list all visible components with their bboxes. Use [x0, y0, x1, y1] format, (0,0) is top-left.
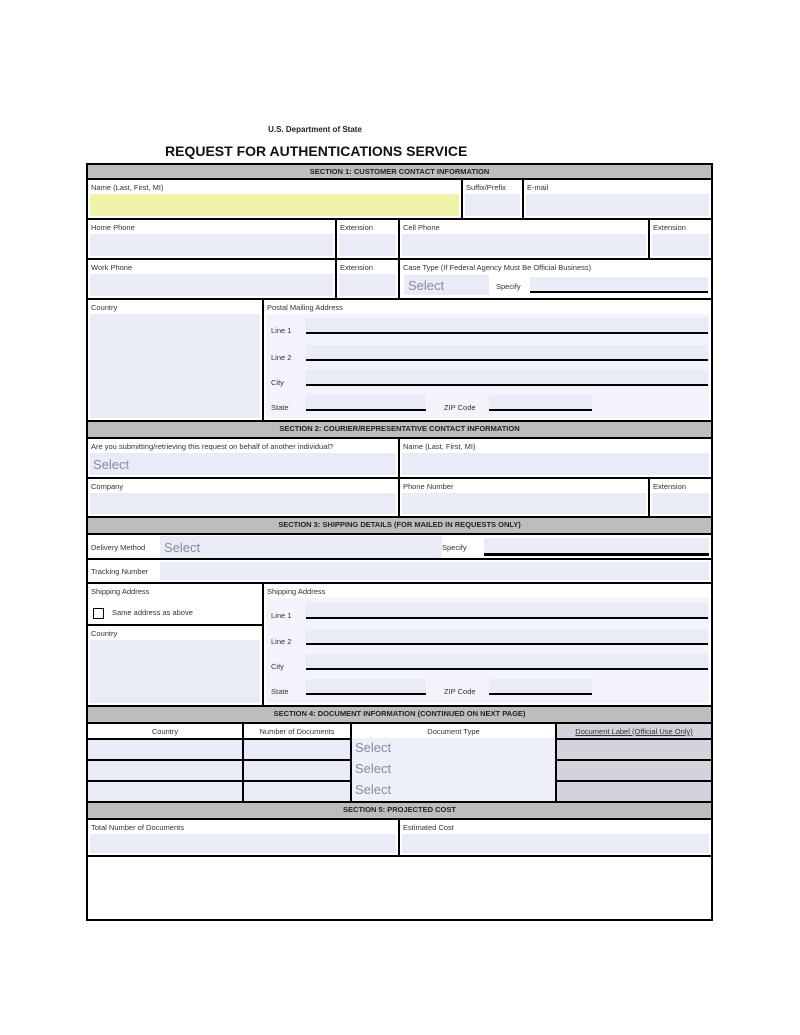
name-label: Name (Last, First, MI) [91, 183, 164, 192]
case-type-select-value: Select [408, 278, 445, 293]
doc-type-select[interactable]: Select [355, 740, 392, 755]
behalf-question-label: Are you submitting/retrieving this request on behalf of another individual? [91, 442, 334, 451]
behalf-select[interactable] [90, 453, 396, 475]
shipping-address-label: Shipping Address [91, 587, 150, 596]
section4-header: SECTION 4: DOCUMENT INFORMATION (CONTINUED ON NEXT PAGE) [86, 705, 713, 724]
shipping-country-field[interactable] [86, 624, 264, 707]
extension-label: Extension [340, 263, 373, 272]
work-phone-label: Work Phone [91, 263, 133, 272]
postal-address-label: Postal Mailing Address [267, 303, 343, 312]
doc-label-cell [555, 738, 713, 761]
courier-phone-field[interactable] [398, 477, 650, 518]
company-input[interactable] [90, 493, 396, 514]
country-field[interactable] [86, 298, 264, 422]
country-label: Country [91, 303, 118, 312]
postal-address-field [262, 298, 713, 422]
postal-city-input[interactable] [306, 370, 708, 386]
doc-type-column [352, 738, 555, 804]
delivery-specify-input[interactable] [484, 538, 709, 556]
col-label: Number of Documents [259, 727, 335, 736]
section3-header: SECTION 3: SHIPPING DETAILS (FOR MAILED IN REQUESTS ONLY) [86, 516, 713, 535]
postal-line1-input[interactable] [306, 318, 708, 334]
shipping-country-label: Country [91, 629, 118, 638]
delivery-method-label: Delivery Method [91, 543, 146, 552]
cell-phone-label: Cell Phone [403, 223, 440, 232]
email-label: E-mail [527, 183, 549, 192]
doc-country-input[interactable] [86, 759, 244, 782]
postal-state-input[interactable] [306, 395, 426, 411]
cell-extension-field[interactable] [648, 218, 713, 260]
doc-label-cell [555, 759, 713, 782]
total-documents-label: Total Number of Documents [91, 823, 184, 832]
behalf-select-value: Select [93, 457, 130, 472]
tracking-label: Tracking Number [91, 567, 149, 576]
shipping-state-input[interactable] [306, 679, 426, 695]
courier-phone-label: Phone Number [403, 482, 454, 491]
courier-phone-input[interactable] [402, 493, 646, 514]
same-address-checkbox[interactable] [93, 608, 104, 619]
home-phone-field[interactable] [86, 218, 337, 260]
home-extension-field[interactable] [335, 218, 400, 260]
shipping-country-input[interactable] [90, 640, 260, 703]
doc-number-input[interactable] [242, 738, 352, 761]
tracking-input[interactable] [160, 562, 709, 580]
work-phone-input[interactable] [90, 274, 333, 296]
estimated-cost-input[interactable] [402, 834, 709, 853]
behalf-question-field [86, 437, 400, 479]
courier-extension-input[interactable] [652, 493, 709, 514]
col-label: Country [151, 727, 179, 736]
col-label: Document Label (Official Use Only) [575, 727, 693, 736]
doc-country-input[interactable] [86, 738, 244, 761]
total-documents-input[interactable] [90, 834, 396, 853]
shipping-address-label: Shipping Address [267, 587, 326, 596]
home-extension-input[interactable] [339, 234, 396, 256]
state-label: State [271, 687, 289, 696]
email-field[interactable] [522, 178, 713, 220]
cell-phone-field[interactable] [398, 218, 650, 260]
home-phone-label: Home Phone [91, 223, 135, 232]
postal-line2-input[interactable] [306, 345, 708, 361]
same-address-cell [86, 582, 264, 626]
doc-label-cell [555, 780, 713, 803]
city-label: City [271, 378, 284, 387]
courier-name-label: Name (Last, First, MI) [403, 442, 476, 451]
work-phone-field[interactable] [86, 258, 337, 300]
cell-phone-input[interactable] [402, 234, 646, 256]
doc-type-select[interactable]: Select [355, 761, 392, 776]
estimated-cost-field[interactable] [398, 818, 713, 857]
shipping-line1-input[interactable] [306, 603, 708, 619]
suffix-label: Suffix/Prefix [466, 183, 506, 192]
shipping-address-field [262, 582, 713, 707]
zip-label: ZIP Code [444, 687, 476, 696]
line1-label: Line 1 [271, 611, 292, 620]
postal-zip-input[interactable] [489, 395, 592, 411]
doc-country-input[interactable] [86, 780, 244, 803]
suffix-field[interactable] [461, 178, 524, 220]
case-type-select[interactable] [404, 275, 489, 295]
work-extension-input[interactable] [339, 274, 396, 296]
suffix-input[interactable] [465, 194, 520, 216]
line1-label: Line 1 [271, 326, 292, 335]
tracking-row [86, 558, 713, 584]
delivery-row [86, 533, 713, 560]
delivery-method-value: Select [164, 540, 201, 555]
specify-label: Specify [496, 282, 521, 291]
courier-extension-field[interactable] [648, 477, 713, 518]
estimated-cost-label: Estimated Cost [403, 823, 454, 832]
name-field[interactable] [86, 178, 463, 220]
case-type-label: Case Type (If Federal Agency Must Be Official Business) [403, 263, 592, 272]
case-specify-input[interactable] [530, 277, 708, 293]
name-input[interactable] [90, 194, 459, 216]
cell-extension-input[interactable] [652, 234, 709, 256]
state-label: State [271, 403, 289, 412]
city-label: City [271, 662, 284, 671]
home-phone-input[interactable] [90, 234, 333, 256]
specify-label: Specify [442, 543, 467, 552]
case-type-field [398, 258, 713, 300]
same-address-label: Same address as above [112, 608, 193, 617]
form-title: REQUEST FOR AUTHENTICATIONS SERVICE [165, 143, 468, 159]
courier-name-field[interactable] [398, 437, 713, 479]
doc-number-input[interactable] [242, 780, 352, 803]
courier-name-input[interactable] [402, 453, 709, 475]
doc-type-select[interactable]: Select [355, 782, 392, 797]
courier-extension-label: Extension [653, 482, 686, 491]
shipping-zip-input[interactable] [489, 679, 592, 695]
shipping-line2-input[interactable] [306, 629, 708, 645]
delivery-method-select[interactable] [160, 536, 442, 558]
shipping-city-input[interactable] [306, 654, 708, 670]
doc-number-input[interactable] [242, 759, 352, 782]
line2-label: Line 2 [271, 637, 292, 646]
total-documents-field[interactable] [86, 818, 400, 857]
company-label: Company [91, 482, 124, 491]
company-field[interactable] [86, 477, 400, 518]
email-input[interactable] [526, 194, 709, 216]
section1-header: SECTION 1: CUSTOMER CONTACT INFORMATION [86, 163, 713, 180]
section5-header: SECTION 5: PROJECTED COST [86, 801, 713, 820]
country-input[interactable] [90, 314, 260, 418]
line2-label: Line 2 [271, 353, 292, 362]
col-label: Document Type [427, 727, 480, 736]
extension-label: Extension [653, 223, 686, 232]
work-extension-field[interactable] [335, 258, 400, 300]
extension-label: Extension [340, 223, 373, 232]
section2-header: SECTION 2: COURIER/REPRESENTATIVE CONTACT INFORMATION [86, 420, 713, 439]
zip-label: ZIP Code [444, 403, 476, 412]
agency-name: U.S. Department of State [268, 125, 362, 134]
